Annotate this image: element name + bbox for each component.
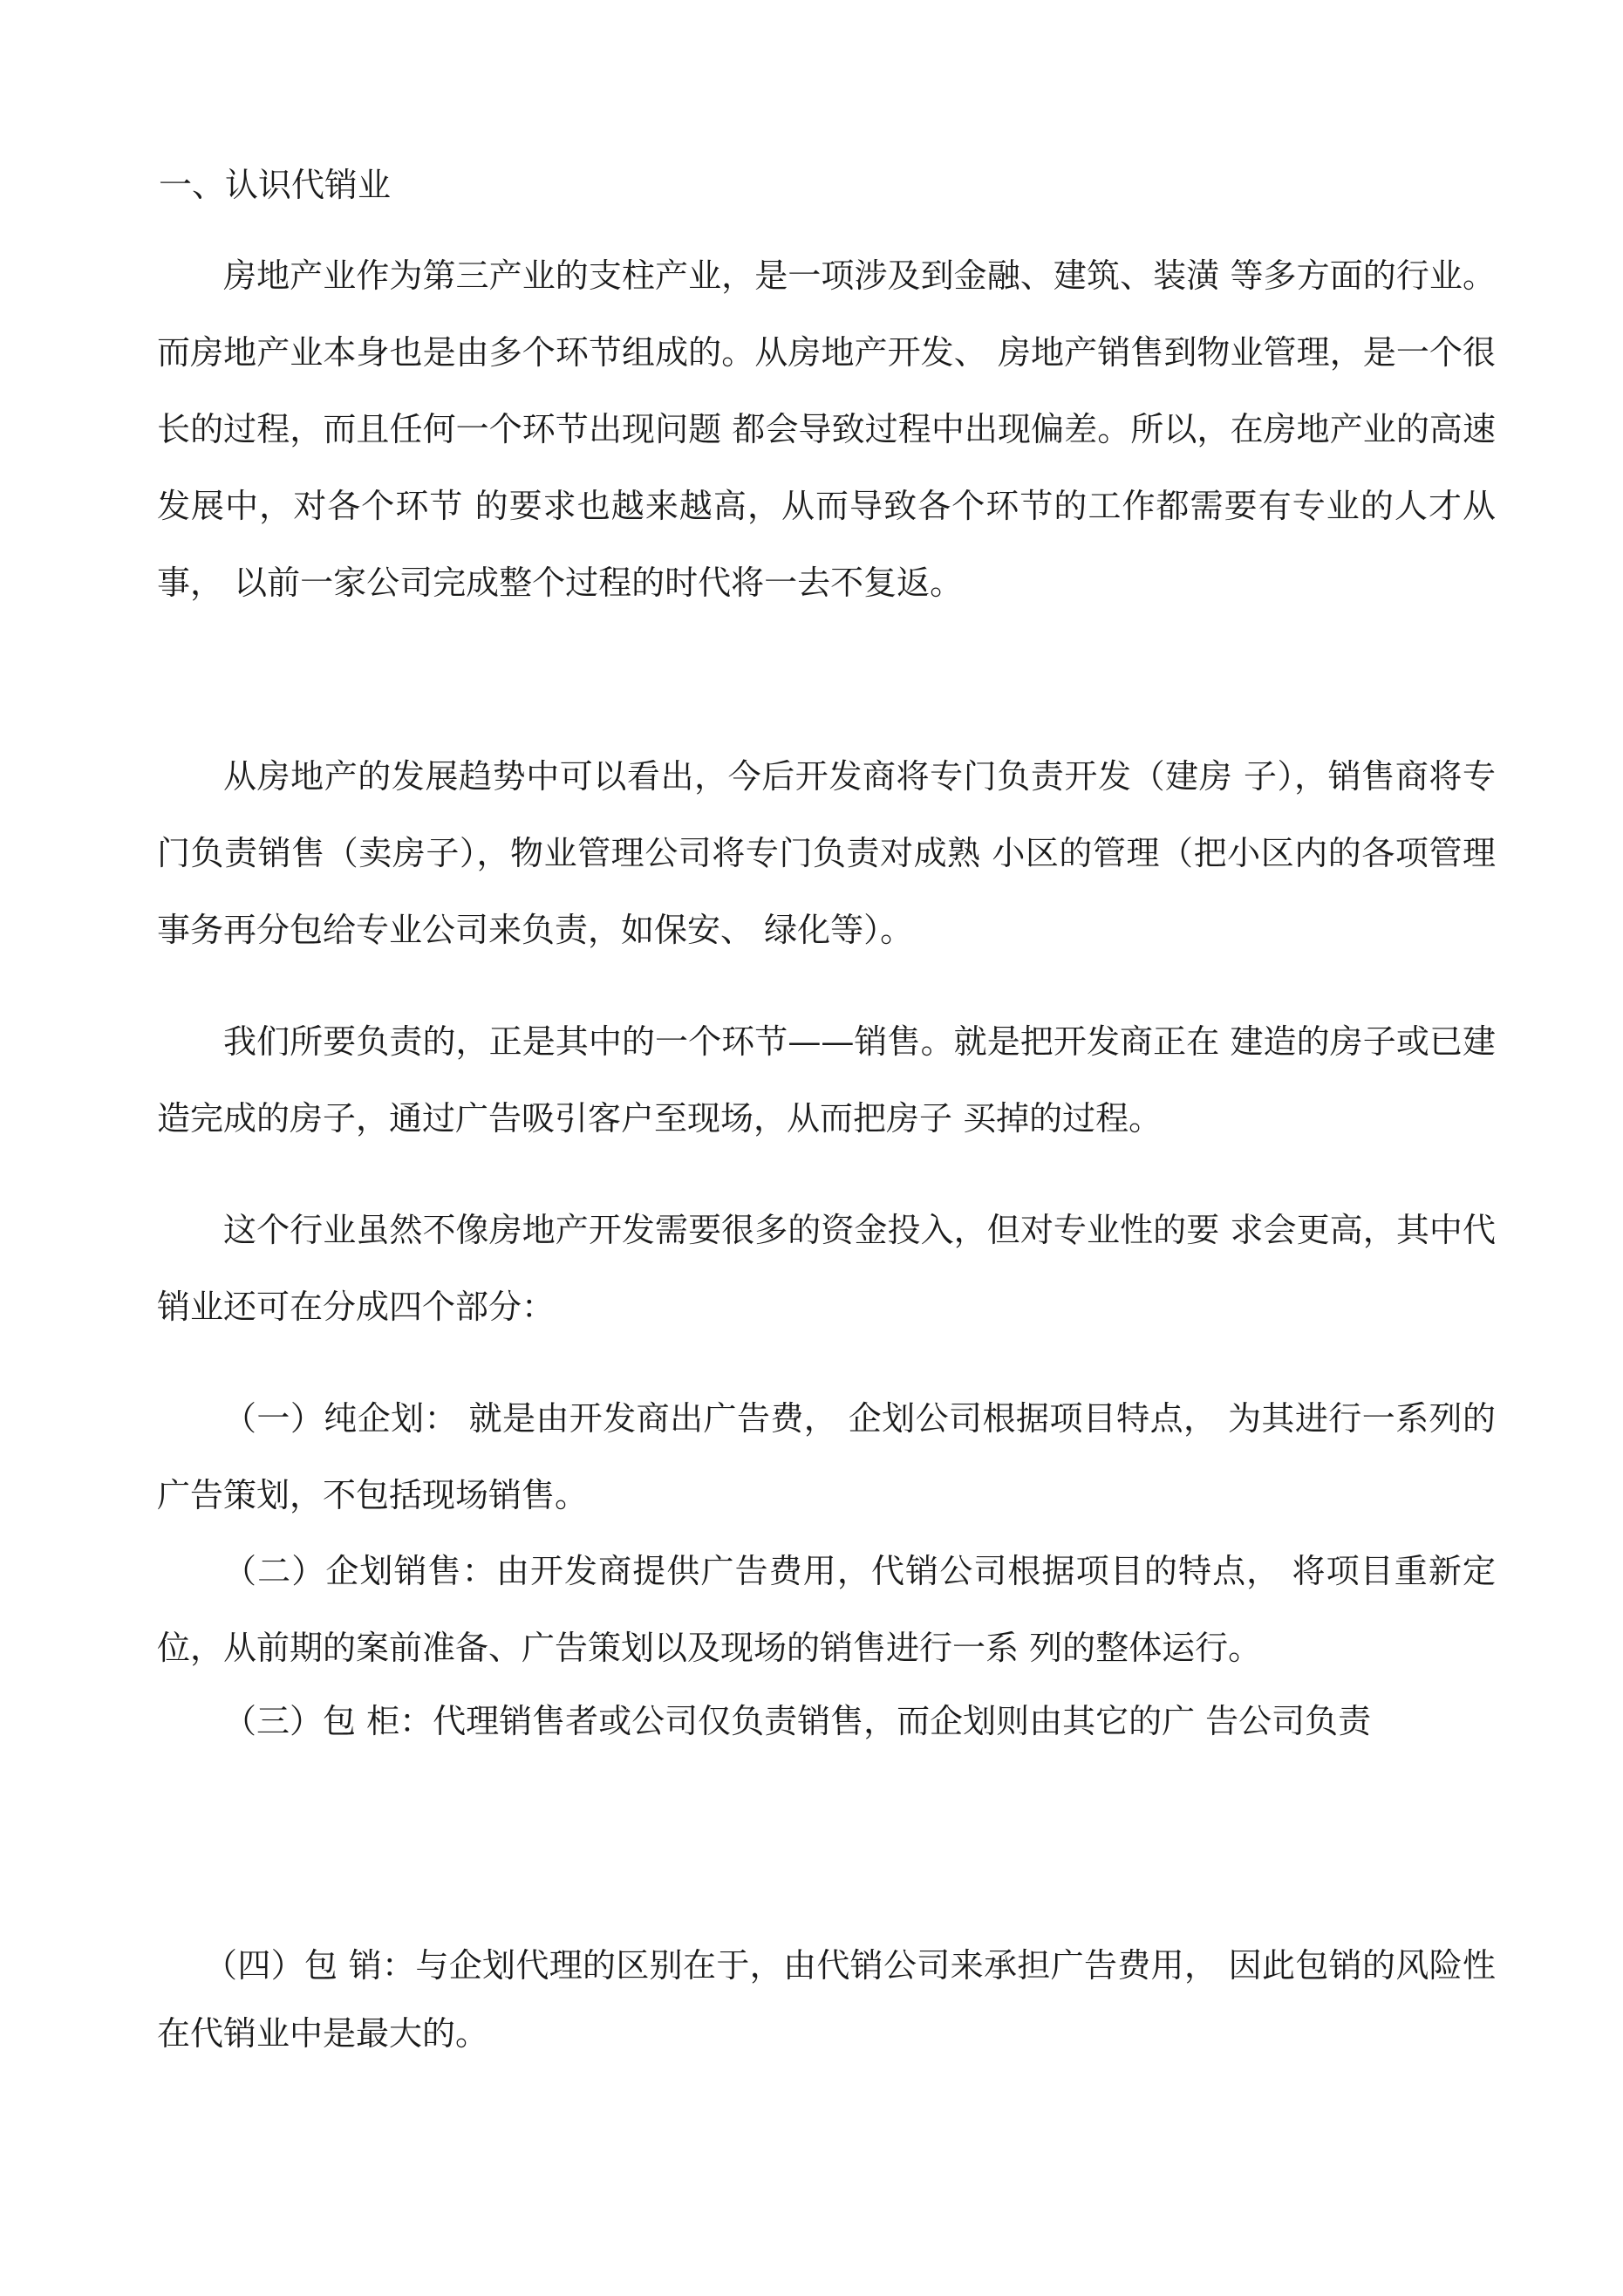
paragraph-four-parts-intro: 这个行业虽然不像房地产开发需要很多的资金投入，但对专业性的要 求会更高，其中代销业还可在分成四个部分： [157,1211,1496,1326]
paragraph-exclusive-sales: （四）包 销：与企划代理的区别在于，由代销公司来承担广告费用， 因此包销的风险性在代销业中是最大的。 [157,1946,1496,2053]
paragraph-development-trend: 从房地产的发展趋势中可以看出，今后开发商将专门负责开发（建房 子），销售商将专门负责销售（卖房子），物业管理公司将专门负责对成熟 小区的管理（把小区内的各项管理事务再分包给专业公司来负责，如保安、 绿化等）。 [157,757,1496,949]
paragraph-pure-planning: （一）纯企划： 就是由开发商出广告费， 企划公司根据项目特点， 为其进行一系列的广告策划，不包括现场销售。 [157,1399,1496,1514]
paragraph-counter-sales: （三）包 柜：代理销售者或公司仅负责销售，而企划则由其它的广 告公司负责 [223,1702,1372,1740]
paragraph-planning-sales: （二）企划销售：由开发商提供广告费用，代销公司根据项目的特点， 将项目重新定位，从前期的案前准备、广告策划以及现场的销售进行一系 列的整体运行。 [157,1552,1496,1667]
paragraph-our-role: 我们所要负责的，正是其中的一个环节——销售。就是把开发商正在 建造的房子或已建造完成的房子，通过广告吸引客户至现场，从而把房子 买掉的过程。 [157,1022,1496,1138]
paragraph-industry-overview: 房地产业作为第三产业的支柱产业，是一项涉及到金融、建筑、装潢 等多方面的行业。而房地产业本身也是由多个环节组成的。从房地产开发、 房地产销售到物业管理，是一个很长的过程，而且任何一个环节出现问题 都会导致过程中出现偏差。所以，在房地产业的高速发展中，对各个环节 的要求也越来越高，从而导致各个环节的工作都需要有专业的人才从事， 以前一家公司完成整个过程的时代将一去不复返。 [157,256,1496,602]
section-heading: 一、认识代销业 [159,166,392,204]
